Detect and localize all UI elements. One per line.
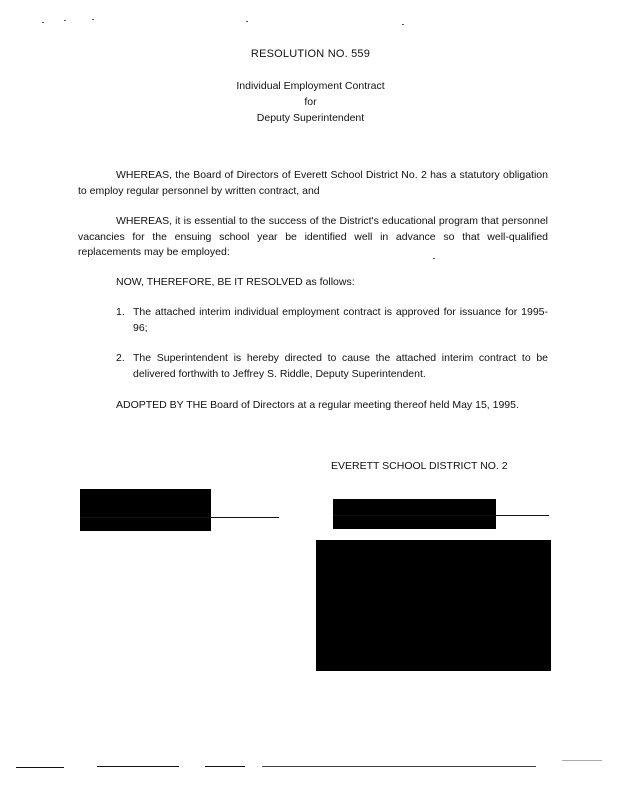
scan-artifact [402,24,404,25]
redacted-signatories-block [316,540,551,671]
scan-edge-line [205,766,245,767]
subtitle-line: for [304,96,317,108]
item-number: 1. [116,306,125,318]
subtitle-block [0,78,621,126]
item-text: The attached interim individual employment contract is approved for issuance for 1995-96; [133,306,548,334]
subtitle-line: Deputy Superintendent [256,112,365,124]
whereas-paragraph-1: WHEREAS, the Board of Directors of Everett School District No. 2 has a statutory obligation to employ regular personnel by written contract, and [78,169,548,197]
resolved-intro: NOW, THEREFORE, BE IT RESOLVED as follows: [116,276,355,288]
scan-artifact [433,258,435,259]
redacted-signature-left [80,489,211,531]
scan-edge-line [97,766,179,767]
adopted-paragraph: ADOPTED BY THE Board of Directors at a regular meeting thereof held May 15, 1995. [116,399,519,411]
redacted-signature-right [333,499,496,529]
subtitle-line: Individual Employment Contract [236,80,385,92]
item-text: The Superintendent is hereby directed to cause the attached interim contract to be delivered forthwith to Jeffrey S. Riddle, Deputy Superintendent. [133,352,548,380]
item-number: 2. [116,352,125,364]
scan-artifact [42,22,44,23]
district-signature-label: EVERETT SCHOOL DISTRICT NO. 2 [331,460,508,472]
scan-artifact [64,20,66,21]
signature-line-right [333,515,549,516]
signature-line-left [80,517,279,518]
scan-artifact [562,760,602,761]
scan-edge-line [262,766,536,767]
resolution-title: RESOLUTION NO. 559 [250,48,371,60]
whereas-paragraph-2: WHEREAS, it is essential to the success of the District's educational program that personnel vacancies for the ensuing school year be identified well in advance so that well-qualified replacements may be employed: [78,215,548,258]
scan-artifact [92,19,94,20]
scan-edge-line [16,767,64,768]
scan-artifact [246,21,248,22]
